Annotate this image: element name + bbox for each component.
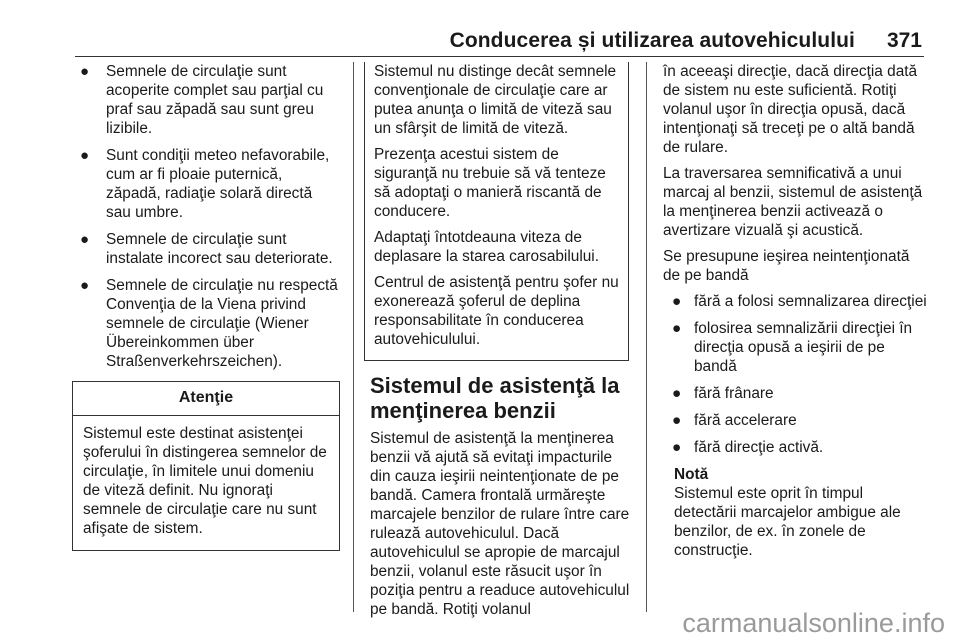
list-item [75,230,338,268]
bullet-icon: ● [80,147,90,164]
watermark: carmanualsonline.info [682,608,945,638]
paragraph: La traversarea semnificativă a unui marcaj al benzii, sistemul de asistenţă la menţinerea benzii activează o avertizare vizuală şi acustică. [663,165,923,239]
bullet-icon: ● [80,63,90,80]
list-item-text: Semnele de circulaţie sunt instalate incorect sau deteriorate. [106,231,333,267]
list-item-text: fără frânare [694,385,774,402]
bullet-icon: ● [672,385,682,402]
list-item [75,276,338,371]
list-item [663,438,928,457]
paragraph: în aceeaşi direcţie, dacă direcţia dată de sistem nu este suficientă. Rotiţi volanul uşor în direcţia opusă, dacă intenţionaţi să treceţi pe o altă bandă de rulare. [663,63,918,156]
paragraph: Se presupune ieşirea neintenţionată de pe bandă [663,248,910,284]
section-paragraph: Sistemul de asistenţă la menţinerea benzii vă ajută să evitaţi impacturile din cauza ieşirii neintenţionate de pe bandă. Camera frontală urmăreşte marcajele benzilor de rulare între care rulează autovehiculul. Dacă autovehiculul se apropie de marcajul benzii, volanul este răsucit uşor în poziţia pentru a readuce autovehiculul pe bandă. Rotiţi volanul [370,430,630,618]
list-item [663,319,928,376]
list-item-text: fără direcţie activă. [694,439,824,456]
list-item [663,384,928,403]
note-body: Sistemul este oprit în timpul detectării marcajelor ambigue ale benzilor, de ex. în zonele de construcţie. [674,485,901,559]
section-title: Sistemul de asistenţă la menţinerea benzii [370,373,620,423]
column-1 [75,62,338,551]
bullet-icon: ● [80,231,90,248]
box-paragraph: Adaptaţi întotdeauna viteza de deplasare la starea carosabilului. [374,229,600,265]
list-item-text: Sunt condiţii meteo nefavorabile, cum ar fi ploaie puternică, zăpadă, radiaţie solară directă sau umbre. [106,147,330,221]
bullet-icon: ● [672,293,682,310]
bullet-icon: ● [672,412,682,429]
list-item-text: Semnele de circulaţie sunt acoperite complet sau parţial cu praf sau zăpadă sau sunt greu lizibile. [106,63,324,137]
column-divider-2 [646,62,647,612]
column-divider-1 [353,62,354,612]
warning-heading: Atenţie [73,381,339,416]
list-item [663,411,928,430]
bullet-icon: ● [672,320,682,337]
list-item-text: Semnele de circulaţie nu respectă Convenţia de la Viena privind semnele de circulaţie (Wiener Übereinkommen über Straßenverkehrszeichen). [106,277,338,370]
list-item [75,146,338,222]
list-item-text: fără accelerare [694,412,797,429]
warning-body: Sistemul este destinat asistenţei şoferului în distingerea semnelor de circulaţie, în limitele unui domeniu de viteză definit. Nu ignoraţi semnele de circulaţie care nu sunt afişate de sistem. [83,425,327,537]
note-heading: Notă [674,466,709,483]
warning-box [72,381,340,551]
header-divider [75,56,924,57]
box-paragraph: Sistemul nu distinge decât semnele convenţionale de circulaţie care ar putea anunţa o limită de viteză sau un sfârşit de limită de viteză. [374,63,617,137]
bullet-icon: ● [80,277,90,294]
list-item [663,292,928,311]
header-title: Conducerea și utilizarea autovehiculului [449,29,855,52]
list-item [75,62,338,138]
column-2 [370,62,632,626]
page-number: 371 [886,29,922,52]
box-paragraph: Prezenţa acestui sistem de siguranţă nu trebuie să vă tenteze să adoptaţi o manieră riscantă de conducere. [374,146,606,220]
page-header [0,0,960,56]
caution-box [364,62,629,361]
list-item-text: fără a folosi semnalizarea direcţiei [694,293,927,310]
column-3 [663,62,928,560]
list-item-text: folosirea semnalizării direcţiei în direcţia opusă a ieşirii de pe bandă [694,320,913,375]
bullet-icon: ● [672,439,682,456]
box-paragraph: Centrul de asistenţă pentru şofer nu exonerează şoferul de deplina responsabilitate în conducerea autovehiculului. [374,274,619,348]
